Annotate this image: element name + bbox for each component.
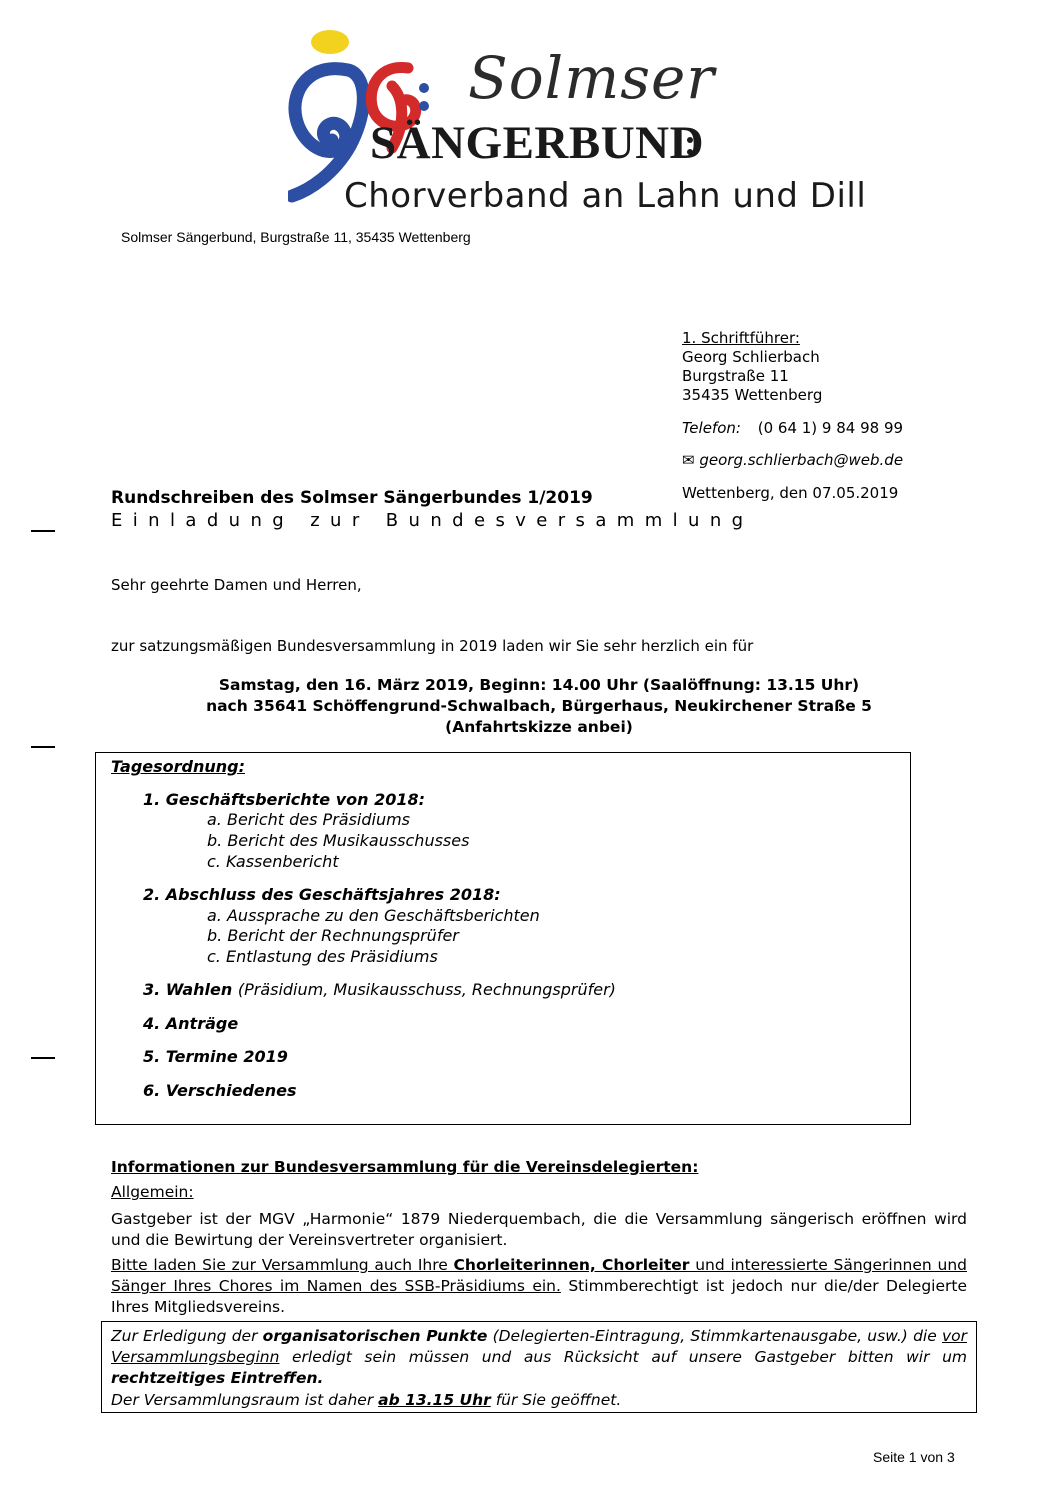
info-paragraph-1: Gastgeber ist der MGV „Harmonie“ 1879 Niederquembach, die die Versammlung sängerisch eröffnen wird und die Bewirtung der Vereinsvertreter organisiert. (111, 1210, 967, 1249)
para2-part: Bitte laden Sie zur Versammlung auch Ihre (111, 1256, 454, 1274)
agenda-subitem: b. Bericht der Rechnungsprüfer (207, 926, 459, 945)
contact-phone-row (682, 419, 903, 438)
agenda-subitem: a. Aussprache zu den Geschäftsberichten (207, 906, 540, 925)
agenda-subitem: c. Entlastung des Präsidiums (207, 947, 438, 966)
letter-title: Rundschreiben des Solmser Sängerbundes 1/2019 (111, 488, 593, 508)
contact-name: Georg Schlierbach (682, 348, 820, 366)
info-title: Informationen zur Bundesversammlung für die Vereinsdelegierten: (111, 1158, 699, 1176)
greeting: Sehr geehrte Damen und Herren, (111, 576, 362, 594)
fold-mark (31, 530, 55, 532)
note-part: Der Versammlungsraum ist daher (111, 1391, 379, 1409)
phone-number: (0 64 1) 9 84 98 99 (757, 419, 904, 437)
agenda-subitem: a. Bericht des Präsidiums (207, 810, 411, 829)
agenda-item-5: 5. Termine 2019 (143, 1047, 288, 1066)
envelope-icon: ✉ (682, 451, 695, 469)
agenda-item-2: 2. Abschluss des Geschäftsjahres 2018: (143, 885, 501, 904)
agenda-subitem: c. Kassenbericht (207, 852, 339, 871)
agenda-item-3-note: (Präsidium, Musikausschuss, Rechnungsprüfer) (237, 980, 616, 999)
note-paragraph-2 (111, 1390, 967, 1411)
contact-title: 1. Schriftführer: (682, 329, 800, 347)
note-paragraph-1 (111, 1326, 967, 1389)
fold-mark (31, 1057, 55, 1059)
logo-dot (419, 83, 429, 93)
agenda-item-3-label: 3. Wahlen (143, 980, 233, 999)
note-bold-underline: ab 13.15 Uhr (378, 1391, 491, 1409)
agenda-item-1: 1. Geschäftsberichte von 2018: (143, 790, 426, 809)
sender-line: Solmser Sängerbund, Burgstraße 11, 35435 Wettenberg (121, 229, 471, 245)
note-part: Zur Erledigung der (111, 1327, 263, 1345)
date-line: Wettenberg, den 07.05.2019 (682, 484, 899, 502)
event-line-3: (Anfahrtskizze anbei) (445, 718, 633, 736)
intro-text: zur satzungsmäßigen Bundesversammlung in 2019 laden wir Sie sehr herzlich ein für (111, 637, 754, 655)
note-underline: vor Versammlungsbeginn (111, 1327, 967, 1366)
fold-mark (31, 746, 55, 748)
page-number: Seite 1 von 3 (873, 1449, 955, 1465)
agenda-subitem: b. Bericht des Musikausschusses (207, 831, 470, 850)
event-line-2: nach 35641 Schöffengrund-Schwalbach, Bürgerhaus, Neukirchener Straße 5 (206, 697, 872, 715)
logo-subtitle: Chorverband an Lahn und Dill (344, 176, 867, 216)
logo-main-text: SÄNGERBUND (370, 117, 705, 169)
phone-label: Telefon: (682, 419, 741, 437)
para2-part: Stimmberechtigt ist jedoch nur die/der Delegierte Ihres Mitgliedsvereins. (111, 1277, 967, 1316)
email-address[interactable]: georg.schlierbach@web.de (699, 451, 904, 469)
logo-dot (419, 101, 429, 111)
note-part: (Delegierten-Eintragung, Stimmkartenausgabe, usw.) die (487, 1327, 942, 1345)
info-subtitle: Allgemein: (111, 1183, 194, 1201)
letter-subtitle: Einladung zur Bundesversammlung (111, 510, 754, 531)
agenda-item-3 (143, 980, 616, 999)
contact-email-row (682, 451, 903, 470)
note-part: für Sie geöffnet. (490, 1391, 622, 1409)
contact-street: Burgstraße 11 (682, 367, 789, 385)
agenda-item-4: 4. Anträge (143, 1014, 239, 1033)
agenda-title: Tagesordnung: (111, 757, 245, 776)
logo-script-text: Solmser (468, 44, 716, 112)
note-bold: organisatorischen Punkte (262, 1327, 488, 1345)
note-part: erledigt sein müssen und aus Rücksicht auf unsere Gastgeber bitten wir um (279, 1348, 967, 1366)
para2-bold: Chorleiterinnen, Chorleiter (453, 1256, 690, 1274)
contact-city: 35435 Wettenberg (682, 386, 823, 404)
info-paragraph-2 (111, 1255, 967, 1318)
agenda-item-6: 6. Verschiedenes (143, 1081, 297, 1100)
logo-yellow-shape (311, 30, 349, 54)
para2-part: und interessierte Sängerinnen und Sänger Ihres Chores im Namen des SSB-Präsidiums ein. (111, 1256, 967, 1295)
event-line-1: Samstag, den 16. März 2019, Beginn: 14.00 Uhr (Saalöffnung: 13.15 Uhr) (218, 676, 860, 694)
note-bold: rechtzeitiges Eintreffen. (111, 1369, 324, 1387)
